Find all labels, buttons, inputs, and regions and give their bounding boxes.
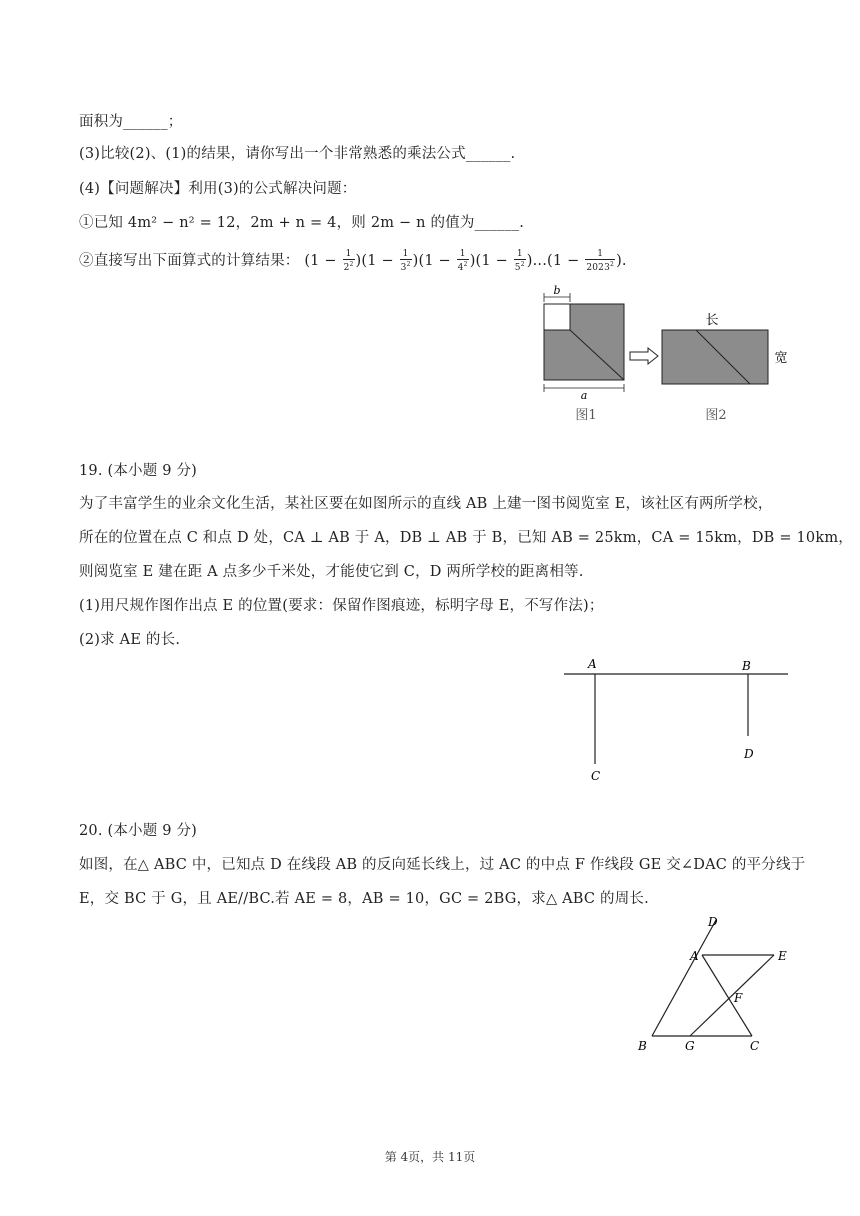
fig1-label-a: a	[580, 389, 588, 402]
fig1-label-b: b	[553, 284, 561, 297]
q19-label-d: D	[744, 747, 754, 761]
q18-part3: (3)比较(2)、(1)的结果，请你写出一个非常熟悉的乘法公式______.	[79, 146, 516, 162]
q18-part4-1: ①已知 4m² − n² = 12，2m + n = 4，则 2m − n 的值为______.	[79, 215, 525, 231]
q19-text-1: 为了丰富学生的业余文化生活，某社区要在如图所示的直线 AB 上建一图书阅览室 E，该社区有两所学校，	[79, 496, 773, 512]
q19-label-a: A	[588, 657, 597, 671]
q20-header: 20. (本小题 9 分)	[79, 823, 198, 839]
q18-area-line: 面积为______；	[79, 114, 183, 130]
q20-label-c: C	[750, 1039, 760, 1053]
q18-product-expression: (1 − $\frac{1}{2^2}$ )(1 − $\frac{1}{3^2}$ )(1 − $\frac{1}{4^2}$ )(1 − $\frac{1}{5^2}$ )...(1 − $\frac{1}{2023^2}$ ).	[304, 249, 627, 273]
q19-label-b: B	[742, 659, 751, 673]
q18-part4-2-prefix: ②直接写出下面算式的计算结果：	[79, 253, 300, 269]
fig1-caption: 图1	[575, 408, 597, 423]
q18-part4: (4)【问题解决】利用(3)的公式解决问题：	[79, 181, 357, 197]
fig2-label-wide: 宽	[774, 351, 788, 366]
q20-text-2: E，交 BC 于 G，且 AE//BC.若 AE = 8，AB = 10，GC = 2BG，求△ ABC 的周长.	[79, 891, 649, 907]
q20-label-e: E	[778, 949, 787, 963]
page-footer: 第 4页，共 11页	[384, 1150, 476, 1164]
q19-text-3: 则阅览室 E 建在距 A 点多少千米处，才能使它到 C，D 两所学校的距离相等.	[79, 564, 584, 580]
q20-label-d: D	[708, 915, 718, 929]
q19-label-c: C	[591, 769, 601, 783]
q18-figures	[536, 282, 796, 428]
fig2-caption: 图2	[705, 408, 727, 423]
q20-figure	[630, 912, 800, 1057]
q20-text-1: 如图，在△ ABC 中，已知点 D 在线段 AB 的反向延长线上，过 AC 的中点 F 作线段 GE 交∠DAC 的平分线于	[79, 857, 806, 873]
q19-sub-1: (1)用尺规作图作出点 E 的位置(要求：保留作图痕迹，标明字母 E，不写作法)；	[79, 598, 604, 614]
q19-sub-2: (2)求 AE 的长.	[79, 632, 181, 648]
q20-label-b: B	[638, 1039, 647, 1053]
q18-figure-2	[662, 313, 788, 423]
q18-part4-2	[79, 249, 627, 273]
fig2-label-long: 长	[705, 313, 719, 328]
q20-label-f: F	[734, 991, 743, 1005]
q18-figure-1	[544, 284, 624, 423]
q20-label-a: A	[690, 949, 699, 963]
q19-figure	[560, 652, 800, 792]
q20-label-g: G	[685, 1039, 695, 1053]
q19-text-2: 所在的位置在点 C 和点 D 处，CA ⊥ AB 于 A，DB ⊥ AB 于 B，已知 AB = 25km，CA = 15km，DB = 10km，	[79, 530, 853, 546]
q19-header: 19. (本小题 9 分)	[79, 463, 198, 479]
arrow-icon	[630, 348, 658, 364]
